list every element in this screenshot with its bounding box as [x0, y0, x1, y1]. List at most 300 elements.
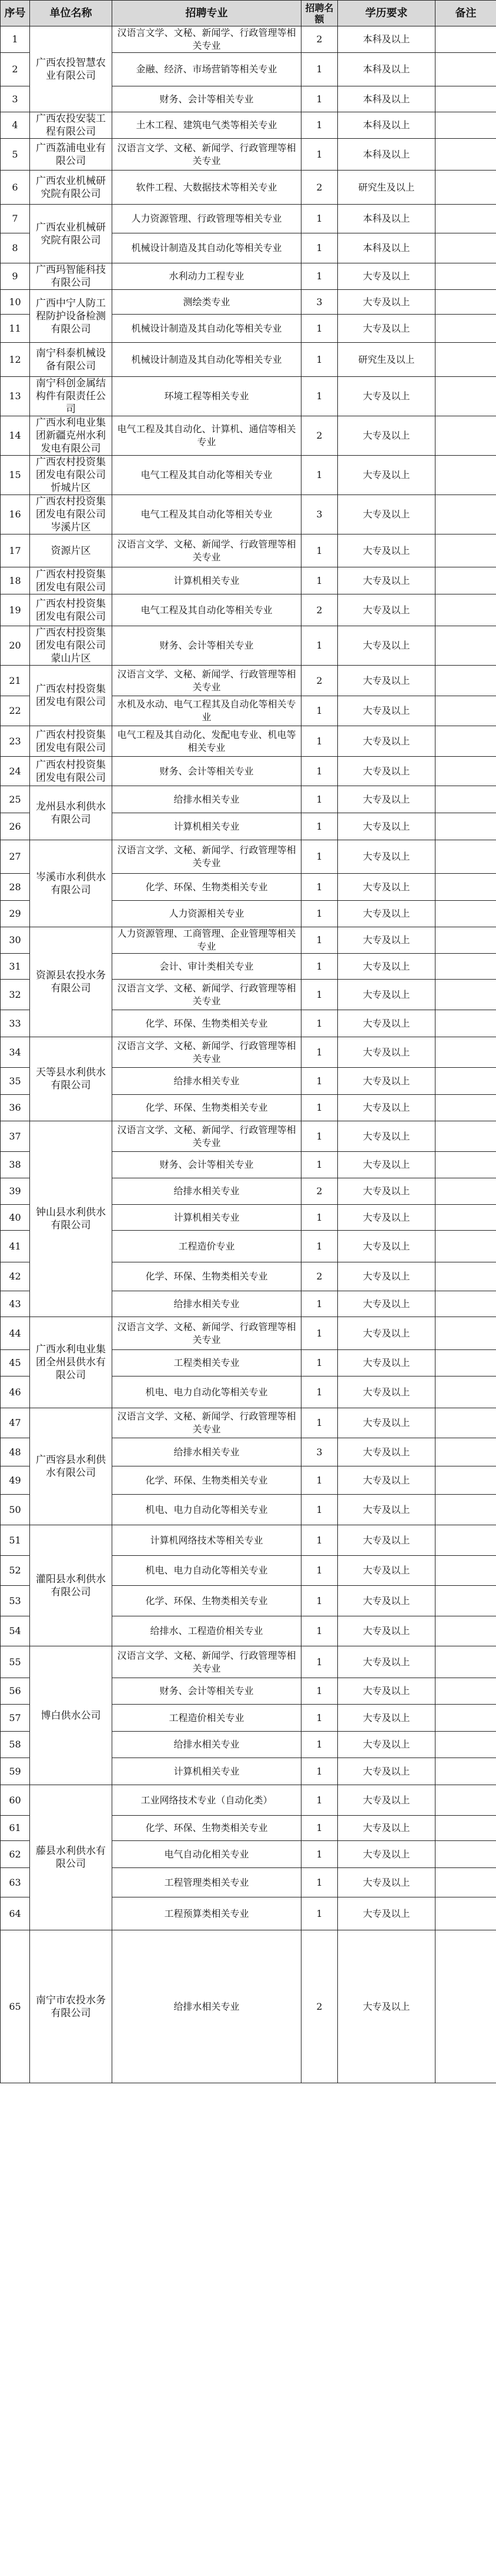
row-number: 22 [1, 696, 30, 726]
education-requirement: 大专及以上 [338, 1930, 435, 2083]
recruit-count: 1 [301, 1350, 338, 1376]
row-number: 50 [1, 1495, 30, 1525]
recruit-major: 给排水、工程造价相关专业 [112, 1616, 301, 1646]
remark-cell [435, 112, 496, 139]
recruit-major: 测绘类专业 [112, 290, 301, 315]
recruit-major: 会计、审计类相关专业 [112, 954, 301, 980]
table-row [1, 1785, 496, 1816]
remark-cell [435, 594, 496, 626]
row-number: 23 [1, 726, 30, 757]
table-row [1, 290, 496, 315]
recruit-major: 化学、环保、生物类相关专业 [112, 1586, 301, 1616]
row-number: 54 [1, 1616, 30, 1646]
recruit-count: 1 [301, 1732, 338, 1758]
education-requirement: 大专及以上 [338, 377, 435, 416]
recruit-count: 2 [301, 666, 338, 696]
unit-name: 广西农村投资集团发电有限公司岑溪片区 [30, 495, 112, 534]
remark-cell [435, 567, 496, 594]
row-number: 56 [1, 1678, 30, 1705]
education-requirement: 大专及以上 [338, 1732, 435, 1758]
remark-cell [435, 53, 496, 86]
table-row [1, 1525, 496, 1556]
remark-cell [435, 233, 496, 263]
education-requirement: 大专及以上 [338, 1466, 435, 1495]
row-number: 53 [1, 1586, 30, 1616]
recruit-count: 1 [301, 696, 338, 726]
remark-cell [435, 757, 496, 786]
remark-cell [435, 1037, 496, 1068]
recruit-major: 汉语言文学、文秘、新闻学、行政管理等相关专业 [112, 534, 301, 567]
table-row [1, 416, 496, 456]
education-requirement: 本科及以上 [338, 139, 435, 171]
table-row [1, 1317, 496, 1350]
education-requirement: 本科及以上 [338, 86, 435, 112]
row-number: 55 [1, 1646, 30, 1678]
recruit-major: 计算机相关专业 [112, 813, 301, 840]
remark-cell [435, 1732, 496, 1758]
recruit-count: 1 [301, 1231, 338, 1262]
recruit-major: 机械设计制造及其自动化等相关专业 [112, 343, 301, 377]
unit-name: 南宁科创金属结构件有限责任公司 [30, 377, 112, 416]
remark-cell [435, 666, 496, 696]
recruit-count: 1 [301, 726, 338, 757]
education-requirement: 大专及以上 [338, 1152, 435, 1178]
row-number: 20 [1, 626, 30, 666]
row-number: 41 [1, 1231, 30, 1262]
recruit-count: 3 [301, 495, 338, 534]
row-number: 58 [1, 1732, 30, 1758]
unit-name: 藤县水利供水有限公司 [30, 1785, 112, 1930]
table-row [1, 927, 496, 954]
recruit-count: 1 [301, 1466, 338, 1495]
unit-name: 广西农投安装工程有限公司 [30, 112, 112, 139]
remark-cell [435, 1868, 496, 1897]
education-requirement: 大专及以上 [338, 1037, 435, 1068]
education-requirement: 大专及以上 [338, 1495, 435, 1525]
unit-name: 广西玛智能科技有限公司 [30, 263, 112, 290]
recruit-count: 1 [301, 233, 338, 263]
row-number: 48 [1, 1438, 30, 1466]
remark-cell [435, 840, 496, 874]
recruit-count: 1 [301, 1616, 338, 1646]
recruit-count: 1 [301, 456, 338, 495]
unit-name: 广西农村投资集团发电有限公司蒙山片区 [30, 626, 112, 666]
row-number: 65 [1, 1930, 30, 2083]
recruit-major: 汉语言文学、文秘、新闻学、行政管理等相关专业 [112, 666, 301, 696]
remark-cell [435, 1616, 496, 1646]
recruit-major: 工程造价相关专业 [112, 1705, 301, 1732]
header-unit: 单位名称 [30, 1, 112, 26]
education-requirement: 大专及以上 [338, 696, 435, 726]
recruit-major: 化学、环保、生物类相关专业 [112, 1095, 301, 1121]
recruit-count: 1 [301, 1495, 338, 1525]
remark-cell [435, 377, 496, 416]
row-number: 16 [1, 495, 30, 534]
recruit-major: 机械设计制造及其自动化等相关专业 [112, 315, 301, 343]
education-requirement: 大专及以上 [338, 567, 435, 594]
recruit-count: 2 [301, 594, 338, 626]
row-number: 52 [1, 1556, 30, 1586]
education-requirement: 大专及以上 [338, 1121, 435, 1152]
education-requirement: 大专及以上 [338, 901, 435, 927]
education-requirement: 大专及以上 [338, 786, 435, 813]
recruit-count: 1 [301, 1095, 338, 1121]
education-requirement: 大专及以上 [338, 1897, 435, 1930]
table-row [1, 666, 496, 696]
education-requirement: 大专及以上 [338, 1317, 435, 1350]
recruit-count: 2 [301, 1262, 338, 1291]
education-requirement: 大专及以上 [338, 626, 435, 666]
recruit-count: 2 [301, 1930, 338, 2083]
recruit-major: 给排水相关专业 [112, 1178, 301, 1205]
recruit-major: 工程类相关专业 [112, 1350, 301, 1376]
row-number: 35 [1, 1068, 30, 1095]
recruit-major: 工程预算类相关专业 [112, 1897, 301, 1930]
recruit-major: 汉语言文学、文秘、新闻学、行政管理等相关专业 [112, 139, 301, 171]
remark-cell [435, 416, 496, 456]
recruit-count: 1 [301, 1841, 338, 1868]
recruit-major: 计算机网络技术等相关专业 [112, 1525, 301, 1556]
remark-cell [435, 1438, 496, 1466]
education-requirement: 大专及以上 [338, 1586, 435, 1616]
recruit-major: 化学、环保、生物类相关专业 [112, 1466, 301, 1495]
recruit-count: 1 [301, 626, 338, 666]
table-row [1, 1121, 496, 1152]
recruit-count: 1 [301, 315, 338, 343]
remark-cell [435, 315, 496, 343]
row-number: 19 [1, 594, 30, 626]
table-row [1, 112, 496, 139]
row-number: 63 [1, 1868, 30, 1897]
header-major: 招聘专业 [112, 1, 301, 26]
recruit-major: 汉语言文学、文秘、新闻学、行政管理等相关专业 [112, 26, 301, 53]
recruit-major: 给排水相关专业 [112, 786, 301, 813]
row-number: 46 [1, 1376, 30, 1408]
recruit-count: 1 [301, 927, 338, 954]
education-requirement: 大专及以上 [338, 874, 435, 901]
recruit-count: 1 [301, 1678, 338, 1705]
education-requirement: 大专及以上 [338, 1291, 435, 1317]
education-requirement: 大专及以上 [338, 927, 435, 954]
row-number: 62 [1, 1841, 30, 1868]
education-requirement: 大专及以上 [338, 1816, 435, 1841]
row-number: 51 [1, 1525, 30, 1556]
remark-cell [435, 1646, 496, 1678]
education-requirement: 本科及以上 [338, 26, 435, 53]
unit-name: 广西农村投资集团发电有限公司 [30, 757, 112, 786]
remark-cell [435, 901, 496, 927]
row-number: 27 [1, 840, 30, 874]
recruit-count: 1 [301, 534, 338, 567]
remark-cell [435, 954, 496, 980]
recruit-count: 1 [301, 874, 338, 901]
recruit-major: 汉语言文学、文秘、新闻学、行政管理等相关专业 [112, 1646, 301, 1678]
recruit-count: 1 [301, 1758, 338, 1785]
education-requirement: 研究生及以上 [338, 171, 435, 205]
unit-name: 钟山县水利供水有限公司 [30, 1121, 112, 1317]
table-row [1, 171, 496, 205]
recruit-major: 计算机相关专业 [112, 1205, 301, 1231]
row-number: 31 [1, 954, 30, 980]
remark-cell [435, 626, 496, 666]
recruit-major: 汉语言文学、文秘、新闻学、行政管理等相关专业 [112, 1121, 301, 1152]
row-number: 6 [1, 171, 30, 205]
row-number: 17 [1, 534, 30, 567]
remark-cell [435, 1205, 496, 1231]
row-number: 42 [1, 1262, 30, 1291]
recruit-count: 1 [301, 1010, 338, 1037]
header-no: 序号 [1, 1, 30, 26]
table-row [1, 1037, 496, 1068]
table-row [1, 377, 496, 416]
unit-name: 广西农业机械研究院有限公司 [30, 171, 112, 205]
row-number: 13 [1, 377, 30, 416]
row-number: 26 [1, 813, 30, 840]
remark-cell [435, 1317, 496, 1350]
table-row [1, 139, 496, 171]
row-number: 45 [1, 1350, 30, 1376]
recruit-count: 1 [301, 53, 338, 86]
education-requirement: 大专及以上 [338, 1350, 435, 1376]
row-number: 47 [1, 1408, 30, 1438]
recruit-major: 人力资源相关专业 [112, 901, 301, 927]
recruit-major: 人力资源管理、行政管理等相关专业 [112, 205, 301, 233]
recruit-count: 3 [301, 290, 338, 315]
recruit-major: 化学、环保、生物类相关专业 [112, 1262, 301, 1291]
table-row [1, 205, 496, 233]
education-requirement: 大专及以上 [338, 1205, 435, 1231]
education-requirement: 大专及以上 [338, 980, 435, 1010]
education-requirement: 大专及以上 [338, 594, 435, 626]
row-number: 24 [1, 757, 30, 786]
recruit-count: 1 [301, 1376, 338, 1408]
remark-cell [435, 726, 496, 757]
table-row [1, 1408, 496, 1438]
row-number: 9 [1, 263, 30, 290]
remark-cell [435, 1816, 496, 1841]
remark-cell [435, 1121, 496, 1152]
unit-name: 岑溪市水利供水有限公司 [30, 840, 112, 927]
education-requirement: 大专及以上 [338, 315, 435, 343]
table-row [1, 534, 496, 567]
recruit-major: 金融、经济、市场营销等相关专业 [112, 53, 301, 86]
recruit-major: 土木工程、建筑电气类等相关专业 [112, 112, 301, 139]
recruit-major: 环境工程等相关专业 [112, 377, 301, 416]
recruit-count: 1 [301, 1121, 338, 1152]
row-number: 10 [1, 290, 30, 315]
education-requirement: 大专及以上 [338, 813, 435, 840]
remark-cell [435, 1678, 496, 1705]
education-requirement: 大专及以上 [338, 1010, 435, 1037]
header-row [1, 1, 496, 26]
recruit-major: 电气自动化相关专业 [112, 1841, 301, 1868]
remark-cell [435, 1495, 496, 1525]
education-requirement: 大专及以上 [338, 1705, 435, 1732]
recruit-count: 1 [301, 139, 338, 171]
row-number: 4 [1, 112, 30, 139]
unit-name: 资源县农投水务有限公司 [30, 927, 112, 1037]
row-number: 57 [1, 1705, 30, 1732]
unit-name: 南宁市农投水务有限公司 [30, 1930, 112, 2083]
recruit-major: 计算机相关专业 [112, 1758, 301, 1785]
recruit-major: 财务、会计等相关专业 [112, 757, 301, 786]
education-requirement: 大专及以上 [338, 1262, 435, 1291]
remark-cell [435, 1010, 496, 1037]
education-requirement: 大专及以上 [338, 416, 435, 456]
recruit-major: 工程造价专业 [112, 1231, 301, 1262]
education-requirement: 大专及以上 [338, 1678, 435, 1705]
unit-name: 灌阳县水利供水有限公司 [30, 1525, 112, 1646]
recruit-count: 1 [301, 263, 338, 290]
header-edu: 学历要求 [338, 1, 435, 26]
recruit-major: 机电、电力自动化等相关专业 [112, 1376, 301, 1408]
education-requirement: 大专及以上 [338, 1556, 435, 1586]
row-number: 15 [1, 456, 30, 495]
row-number: 60 [1, 1785, 30, 1816]
recruit-major: 汉语言文学、文秘、新闻学、行政管理等相关专业 [112, 1317, 301, 1350]
unit-name: 广西农村投资集团发电有限公司 [30, 726, 112, 757]
recruit-major: 汉语言文学、文秘、新闻学、行政管理等相关专业 [112, 1037, 301, 1068]
row-number: 7 [1, 205, 30, 233]
education-requirement: 大专及以上 [338, 1408, 435, 1438]
remark-cell [435, 86, 496, 112]
unit-name: 广西水利电业集团新疆克州水利发电有限公司 [30, 416, 112, 456]
remark-cell [435, 1408, 496, 1438]
recruit-major: 化学、环保、生物类相关专业 [112, 874, 301, 901]
remark-cell [435, 205, 496, 233]
remark-cell [435, 927, 496, 954]
remark-cell [435, 456, 496, 495]
row-number: 2 [1, 53, 30, 86]
recruit-count: 1 [301, 567, 338, 594]
table-row [1, 726, 496, 757]
table-row [1, 1930, 496, 2083]
table-row [1, 456, 496, 495]
education-requirement: 大专及以上 [338, 1376, 435, 1408]
remark-cell [435, 534, 496, 567]
table-row [1, 26, 496, 53]
education-requirement: 大专及以上 [338, 1868, 435, 1897]
recruit-major: 水利动力工程专业 [112, 263, 301, 290]
row-number: 3 [1, 86, 30, 112]
recruit-count: 2 [301, 416, 338, 456]
recruit-major: 工业网络技术专业（自动化类） [112, 1785, 301, 1816]
table-row [1, 594, 496, 626]
education-requirement: 大专及以上 [338, 1616, 435, 1646]
remark-cell [435, 1586, 496, 1616]
recruit-count: 1 [301, 980, 338, 1010]
unit-name: 广西水利电业集团全州县供水有限公司 [30, 1317, 112, 1408]
recruit-major: 电气工程及其自动化等相关专业 [112, 594, 301, 626]
unit-name: 广西农村投资集团发电有限公司 [30, 567, 112, 594]
recruit-major: 汉语言文学、文秘、新闻学、行政管理等相关专业 [112, 1408, 301, 1438]
row-number: 8 [1, 233, 30, 263]
remark-cell [435, 1897, 496, 1930]
table-row [1, 757, 496, 786]
education-requirement: 大专及以上 [338, 263, 435, 290]
remark-cell [435, 1095, 496, 1121]
recruit-major: 给排水相关专业 [112, 1930, 301, 2083]
row-number: 21 [1, 666, 30, 696]
recruit-major: 电气工程及其自动化、计算机、通信等相关专业 [112, 416, 301, 456]
row-number: 34 [1, 1037, 30, 1068]
remark-cell [435, 1930, 496, 2083]
education-requirement: 大专及以上 [338, 456, 435, 495]
recruit-count: 1 [301, 954, 338, 980]
remark-cell [435, 343, 496, 377]
row-number: 39 [1, 1178, 30, 1205]
unit-name: 资源片区 [30, 534, 112, 567]
remark-cell [435, 1466, 496, 1495]
recruit-count: 1 [301, 1291, 338, 1317]
row-number: 40 [1, 1205, 30, 1231]
education-requirement: 大专及以上 [338, 1438, 435, 1466]
recruit-major: 水机及水动、电气工程其及自动化等相关专业 [112, 696, 301, 726]
recruit-count: 1 [301, 1785, 338, 1816]
education-requirement: 大专及以上 [338, 1525, 435, 1556]
remark-cell [435, 139, 496, 171]
remark-cell [435, 1231, 496, 1262]
row-number: 49 [1, 1466, 30, 1495]
education-requirement: 大专及以上 [338, 1178, 435, 1205]
recruit-count: 1 [301, 377, 338, 416]
education-requirement: 大专及以上 [338, 1758, 435, 1785]
table-row [1, 840, 496, 874]
recruit-major: 汉语言文学、文秘、新闻学、行政管理等相关专业 [112, 980, 301, 1010]
remark-cell [435, 1785, 496, 1816]
remark-cell [435, 696, 496, 726]
remark-cell [435, 1350, 496, 1376]
unit-name: 广西中宁人防工程防护设备检测有限公司 [30, 290, 112, 343]
unit-name: 广西农村投资集团发电有限公司 [30, 594, 112, 626]
remark-cell [435, 1068, 496, 1095]
recruit-major: 人力资源管理、工商管理、企业管理等相关专业 [112, 927, 301, 954]
recruit-major: 给排水相关专业 [112, 1068, 301, 1095]
row-number: 28 [1, 874, 30, 901]
education-requirement: 大专及以上 [338, 1231, 435, 1262]
recruit-count: 2 [301, 1178, 338, 1205]
recruit-count: 1 [301, 1868, 338, 1897]
remark-cell [435, 1178, 496, 1205]
education-requirement: 研究生及以上 [338, 343, 435, 377]
unit-name: 广西农村投资集团发电有限公司忻城片区 [30, 456, 112, 495]
recruit-major: 给排水相关专业 [112, 1438, 301, 1466]
unit-name: 南宁科泰机械设备有限公司 [30, 343, 112, 377]
education-requirement: 大专及以上 [338, 840, 435, 874]
row-number: 37 [1, 1121, 30, 1152]
table-row [1, 343, 496, 377]
remark-cell [435, 1525, 496, 1556]
education-requirement: 大专及以上 [338, 666, 435, 696]
recruit-count: 1 [301, 1068, 338, 1095]
education-requirement: 大专及以上 [338, 954, 435, 980]
education-requirement: 大专及以上 [338, 1785, 435, 1816]
unit-name: 广西农投智慧农业有限公司 [30, 26, 112, 112]
row-number: 14 [1, 416, 30, 456]
row-number: 18 [1, 567, 30, 594]
recruit-major: 机械设计制造及其自动化等相关专业 [112, 233, 301, 263]
table-row [1, 263, 496, 290]
remark-cell [435, 495, 496, 534]
row-number: 1 [1, 26, 30, 53]
table-row [1, 1646, 496, 1678]
recruit-count: 1 [301, 1816, 338, 1841]
recruit-major: 财务、会计等相关专业 [112, 626, 301, 666]
recruit-major: 财务、会计等相关专业 [112, 86, 301, 112]
remark-cell [435, 786, 496, 813]
row-number: 29 [1, 901, 30, 927]
remark-cell [435, 1841, 496, 1868]
